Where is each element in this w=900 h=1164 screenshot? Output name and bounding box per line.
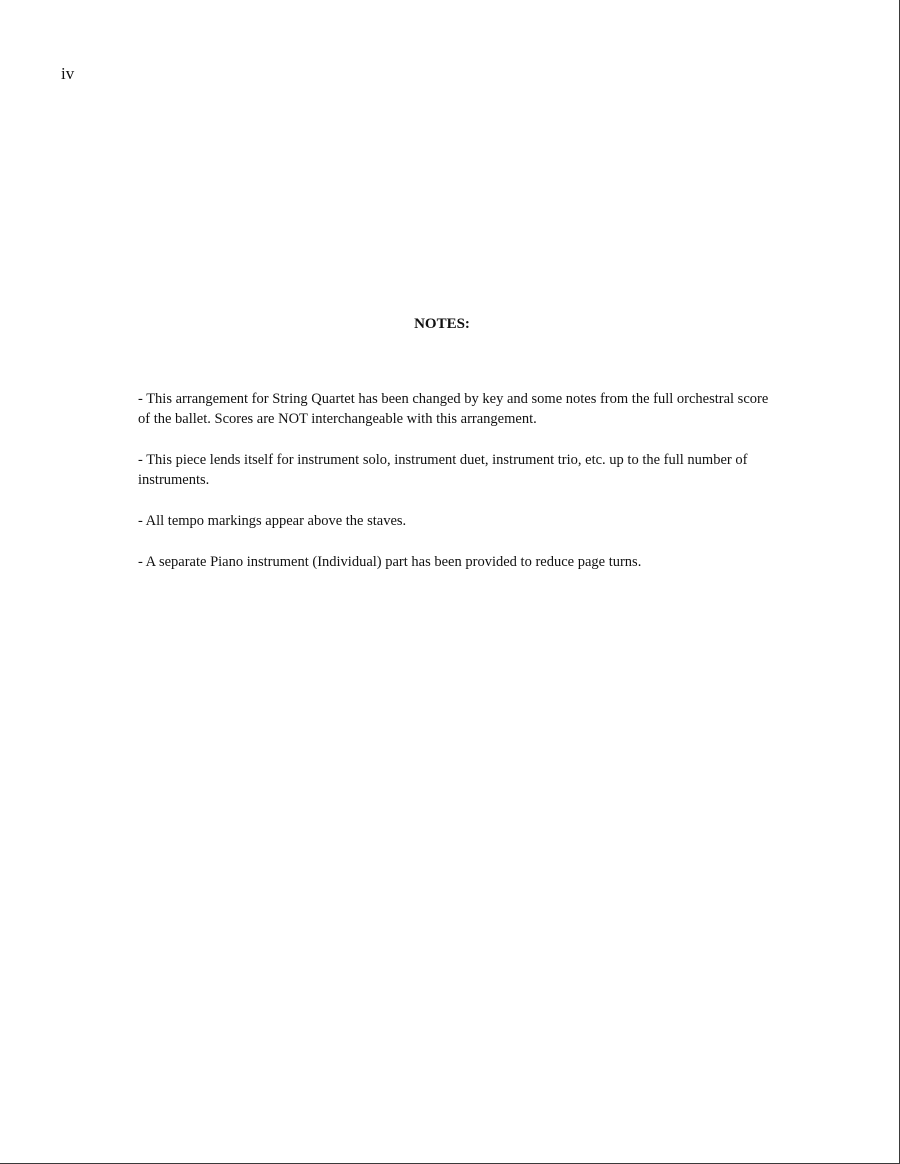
page-number: iv [61, 64, 75, 83]
note-item: - This piece lends itself for instrument solo, instrument duet, instrument trio, etc. up to the full number of instruments. [138, 452, 748, 488]
note-item: - A separate Piano instrument (Individual) part has been provided to reduce page turns. [138, 554, 642, 570]
notes-heading: NOTES: [414, 316, 470, 332]
note-item: - All tempo markings appear above the staves. [138, 513, 407, 529]
note-item: - This arrangement for String Quartet has been changed by key and some notes from the full orchestral score of the ballet. Scores are NOT interchangeable with this arrangement. [138, 391, 769, 427]
notes-list [138, 389, 783, 593]
